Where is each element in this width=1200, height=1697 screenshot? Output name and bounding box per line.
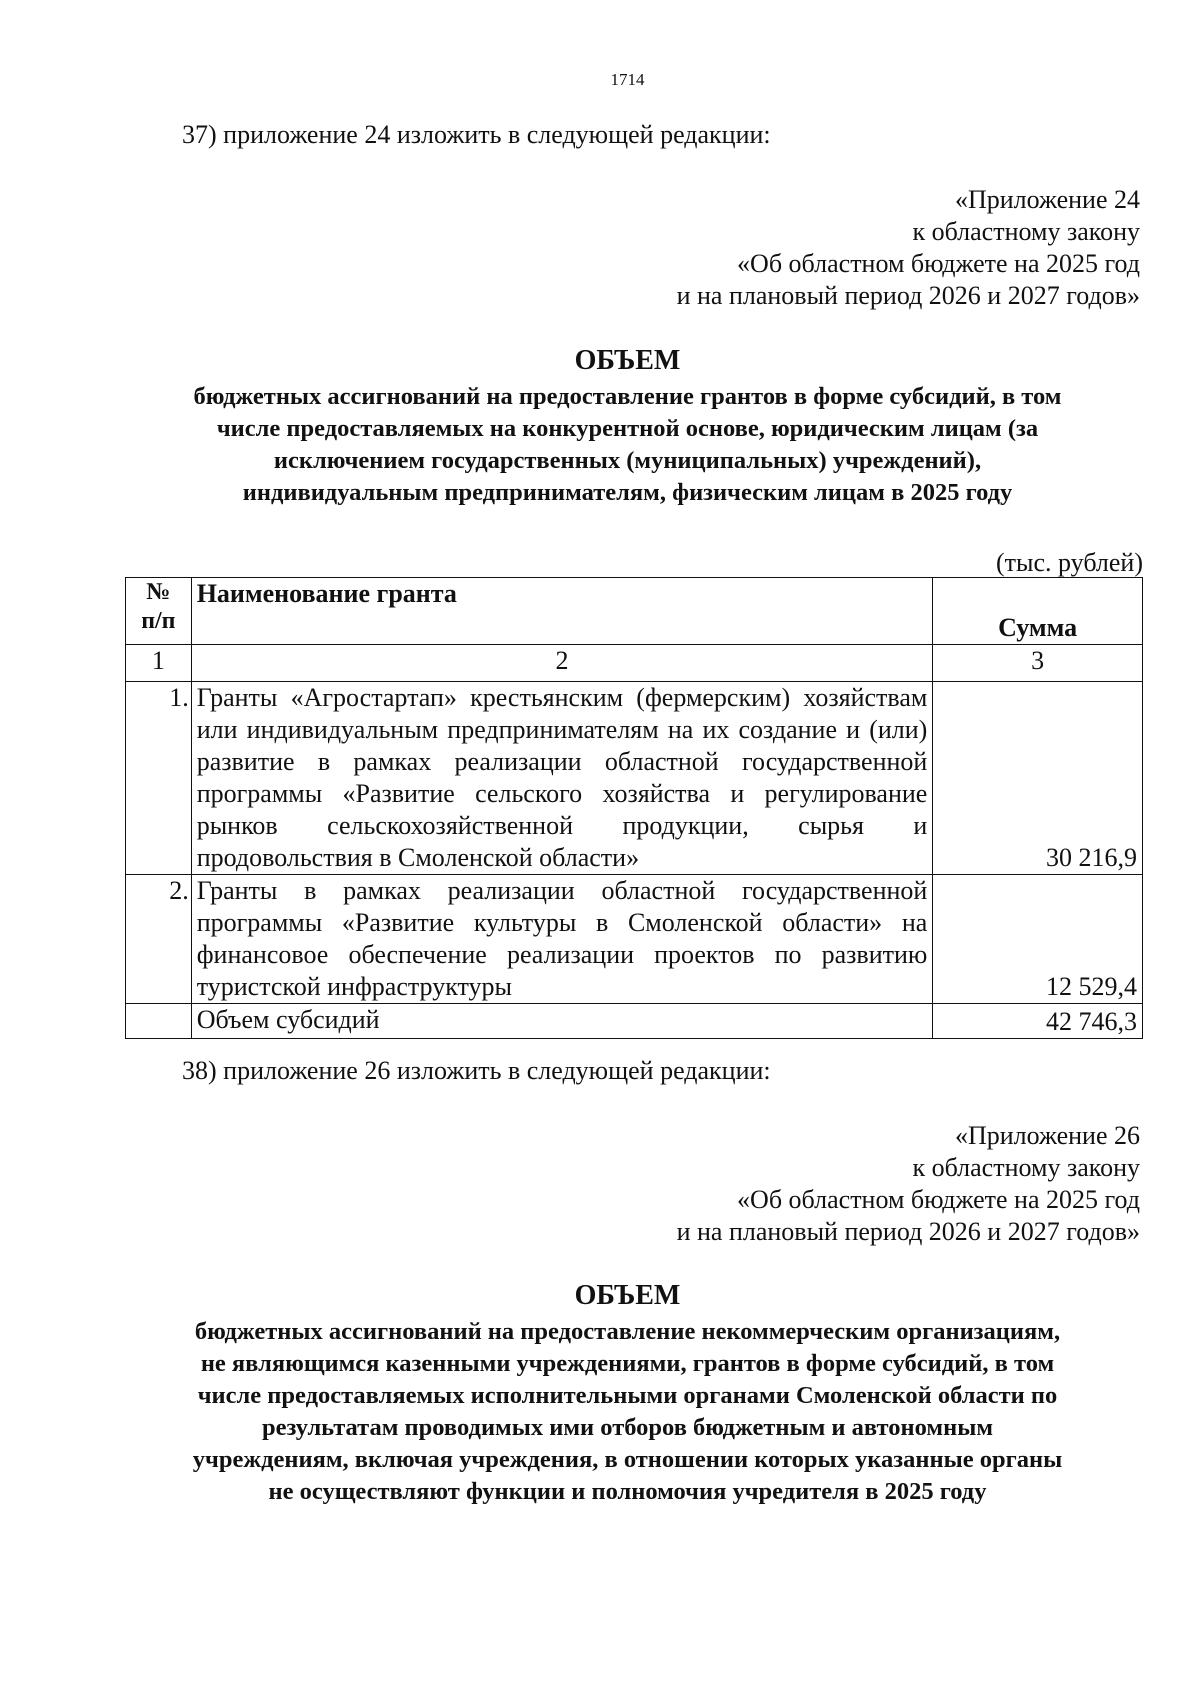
- appendix-line: «Приложение 26: [954, 1121, 1140, 1150]
- header-number-line1: №: [146, 579, 171, 605]
- subtitle-line: результатам проводимых ими отборов бюджетным и автономным: [261, 1414, 994, 1441]
- appendix-26-heading: [440, 1120, 1140, 1248]
- total-number-cell: [126, 1004, 192, 1039]
- subtitle-line: исключением государственных (муниципальных) учреждений),: [273, 447, 982, 474]
- table-header-row: [126, 578, 1143, 645]
- grant-sum: 30 216,9: [933, 682, 1143, 875]
- appendix-line: к областному закону: [912, 217, 1140, 246]
- appendix-line: и на плановый период 2026 и 2027 годов»: [676, 281, 1140, 310]
- row-number: 1.: [126, 682, 192, 875]
- column-number: 2: [191, 645, 933, 682]
- row-number: 2.: [126, 875, 192, 1004]
- total-sum: 42 746,3: [933, 1004, 1143, 1039]
- column-number: 1: [126, 645, 192, 682]
- document-title: ОБЪЕМ: [574, 345, 681, 376]
- document-subtitle: [112, 381, 1143, 509]
- appendix-24-heading: [440, 184, 1140, 312]
- document-title: ОБЪЕМ: [574, 1280, 681, 1311]
- subtitle-line: бюджетных ассигнований на предоставление грантов в форме субсидий, в том: [193, 383, 1062, 410]
- appendix-line: к областному закону: [912, 1153, 1140, 1182]
- grant-name: Гранты «Агростартап» крестьянским (фермерским) хозяйствам или индивидуальным предпринимателям на их создание и (или) развитие в рамках реализации областной государственной программы «Развитие сельского хозяйства и регулирование рынков сельскохозяйственной продукции, сырья и продовольствия в Смоленской области»: [191, 682, 933, 875]
- grants-table: [125, 577, 1143, 1039]
- subtitle-line: не являющимся казенными учреждениями, грантов в форме субсидий, в том: [200, 1350, 1055, 1377]
- appendix-line: и на плановый период 2026 и 2027 годов»: [676, 1217, 1140, 1246]
- grant-name: Гранты в рамках реализации областной государственной программы «Развитие культуры в Смоленской области» на финансовое обеспечение реализации проектов по развитию туристской инфраструктуры: [191, 875, 933, 1004]
- header-number-line2: п/п: [141, 608, 176, 634]
- header-sum: Сумма: [933, 578, 1143, 645]
- subtitle-line: числе предоставляемых исполнительными органами Смоленской области по: [197, 1382, 1058, 1409]
- table-row: [126, 682, 1143, 875]
- document-subtitle: [112, 1316, 1143, 1508]
- subtitle-line: индивидуальным предпринимателям, физическим лицам в 2025 году: [242, 479, 1013, 506]
- subtitle-line: бюджетных ассигнований на предоставление некоммерческим организациям,: [194, 1318, 1061, 1345]
- column-number: 3: [933, 645, 1143, 682]
- subtitle-line: учреждениям, включая учреждения, в отношении которых указанные органы: [192, 1446, 1063, 1473]
- subtitle-line: не осуществляют функции и полномочия учредителя в 2025 году: [268, 1478, 987, 1505]
- header-grant-name: Наименование гранта: [191, 578, 933, 645]
- page-number: 1714: [610, 70, 645, 89]
- header-number: [126, 578, 192, 645]
- total-label: Объем субсидий: [191, 1004, 933, 1039]
- amendment-paragraph-37: 37) приложение 24 изложить в следующей редакции:: [182, 120, 771, 149]
- units-label: (тыс. рублей): [995, 548, 1143, 577]
- amendment-paragraph-38: 38) приложение 26 изложить в следующей редакции:: [182, 1056, 771, 1085]
- appendix-line: «Приложение 24: [954, 185, 1140, 214]
- subtitle-line: числе предоставляемых на конкурентной основе, юридическим лицам (за: [216, 415, 1039, 442]
- total-row: [126, 1004, 1143, 1039]
- appendix-line: «Об областном бюджете на 2025 год: [737, 249, 1140, 278]
- appendix-line: «Об областном бюджете на 2025 год: [737, 1185, 1140, 1214]
- column-numbers-row: [126, 645, 1143, 682]
- grant-sum: 12 529,4: [933, 875, 1143, 1004]
- table-row: [126, 875, 1143, 1004]
